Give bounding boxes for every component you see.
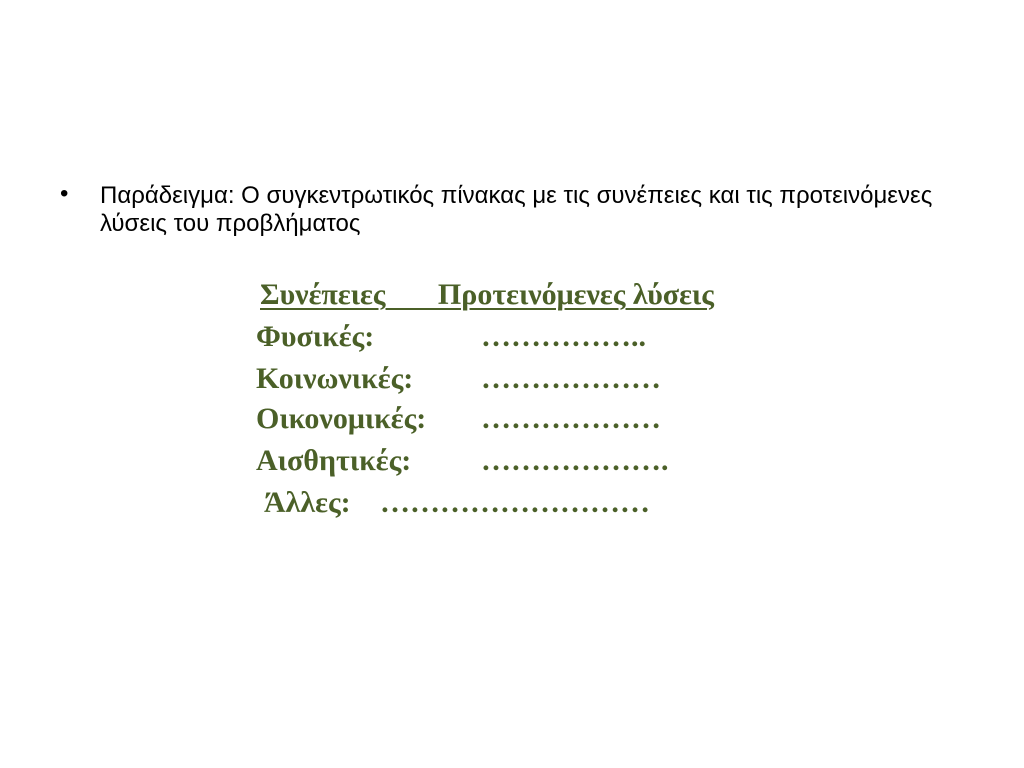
row-value: ………………. — [481, 444, 669, 477]
row-label: Αισθητικές: — [256, 444, 412, 477]
row-value: ……………… — [481, 402, 661, 435]
row-value: ……………… — [481, 362, 661, 395]
row-label: Κοινωνικές: — [256, 362, 414, 395]
row-label: Φυσικές: — [256, 320, 375, 353]
row-value: ……………………… — [380, 486, 650, 519]
bullet-text: Παράδειγμα: Ο συγκεντρωτικός πίνακας με τις συνέπειες και τις προτεινόμενες λύσεις του προβλήματος — [100, 182, 933, 237]
row-value: …………….. — [481, 320, 646, 353]
row-label: Άλλες: — [264, 486, 351, 519]
bullet-marker: • — [60, 180, 69, 207]
table-header: Συνέπειες Προτεινόμενες λύσεις — [260, 278, 714, 311]
row-label: Οικονομικές: — [256, 402, 427, 435]
